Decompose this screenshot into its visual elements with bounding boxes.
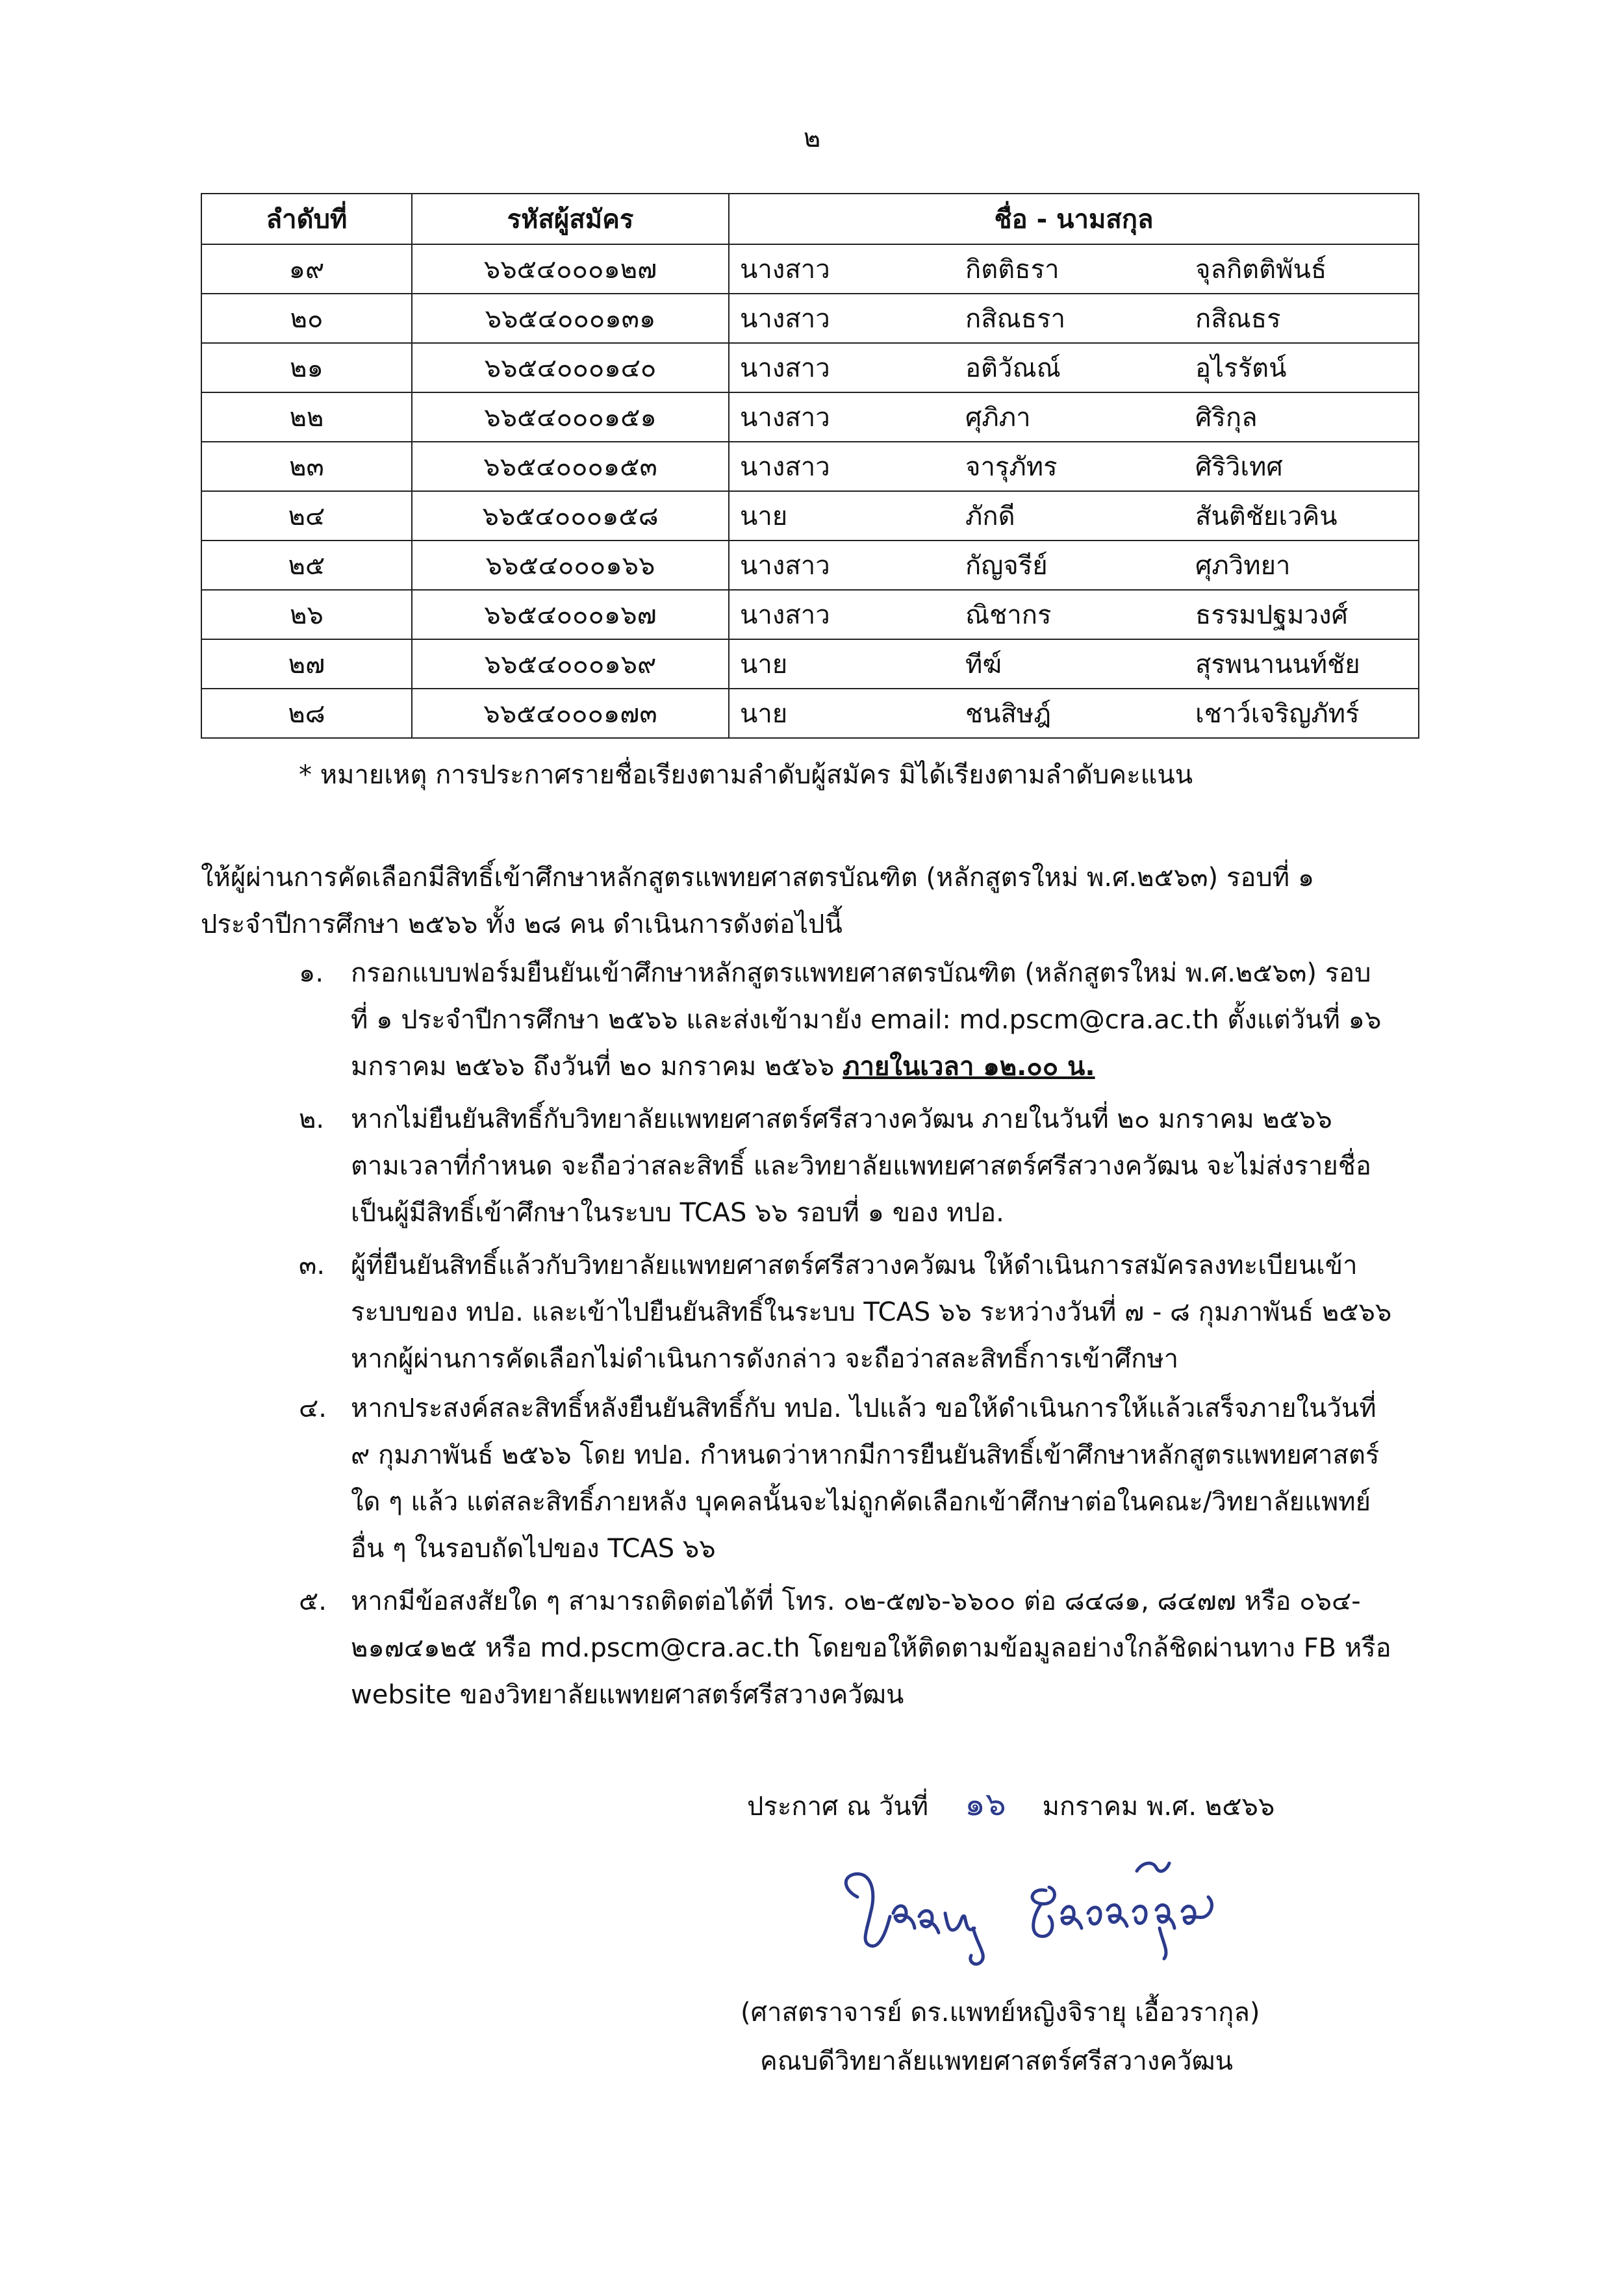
item-line: เป็นผู้มีสิทธิ์เข้าศึกษาในระบบ TCAS ๖๖ รอบที่ ๑ ของ ทปอ. <box>351 1198 1004 1228</box>
cell-first-name: กิตติธรา <box>959 244 1189 294</box>
page-number: ๒ <box>803 123 821 153</box>
cell-code: ๖๖๕๔๐๐๐๑๔๐ <box>412 343 729 392</box>
cell-order: ๒๔ <box>201 491 412 541</box>
cell-last-name: ธรรมปฐมวงศ์ <box>1189 590 1419 639</box>
announcement-day: ๑๖ <box>965 1785 1006 1823</box>
cell-order: ๒๒ <box>201 392 412 442</box>
cell-last-name: จุลกิตติพันธ์ <box>1189 244 1419 294</box>
cell-last-name: เชาว์เจริญภัทร์ <box>1189 689 1419 738</box>
item-line: ผู้ที่ยืนยันสิทธิ์แล้วกับวิทยาลัยแพทยศาสตร์ศรีสวางควัฒน ให้ดำเนินการสมัครลงทะเบียนเข้า <box>351 1251 1358 1280</box>
signer-position: คณบดีวิทยาลัยแพทยศาสตร์ศรีสวางควัฒน <box>760 2046 1234 2076</box>
cell-first-name: ทีฆ์ <box>959 639 1189 689</box>
header-code: รหัสผู้สมัคร <box>412 194 729 244</box>
cell-first-name: ชนสิษฎ์ <box>959 689 1189 738</box>
item-line: ที่ ๑ ประจำปีการศึกษา ๒๕๖๖ และส่งเข้ามายัง email: md.pscm@cra.ac.th ตั้งแต่วันที่ ๑๖ <box>351 1005 1382 1035</box>
cell-prefix: นางสาว <box>729 541 959 590</box>
cell-last-name: ศิริวิเทศ <box>1189 442 1419 491</box>
item-line: website ของวิทยาลัยแพทยศาสตร์ศรีสวางควัฒน <box>351 1680 904 1710</box>
table-row <box>201 392 1419 442</box>
signer-name: (ศาสตราจารย์ ดร.แพทย์หญิงจิรายุ เอื้อวรากุล) <box>741 1998 1260 2028</box>
table-row <box>201 639 1419 689</box>
cell-code: ๖๖๕๔๐๐๐๑๒๗ <box>412 244 729 294</box>
cell-code: ๖๖๕๔๐๐๐๑๕๘ <box>412 491 729 541</box>
cell-prefix: นางสาว <box>729 244 959 294</box>
cell-order: ๒๐ <box>201 294 412 343</box>
table-row <box>201 343 1419 392</box>
item-line: หากผู้ผ่านการคัดเลือกไม่ดำเนินการดังกล่าว จะถือว่าสละสิทธิ์การเข้าศึกษา <box>351 1344 1179 1374</box>
table-row <box>201 491 1419 541</box>
item-line: หากไม่ยืนยันสิทธิ์กับวิทยาลัยแพทยศาสตร์ศรีสวางควัฒน ภายในวันที่ ๒๐ มกราคม ๒๕๖๖ <box>351 1104 1332 1134</box>
cell-order: ๒๗ <box>201 639 412 689</box>
cell-code: ๖๖๕๔๐๐๐๑๖๗ <box>412 590 729 639</box>
applicant-table <box>201 193 1419 739</box>
item-number: ๕. <box>299 1586 327 1616</box>
cell-prefix: นางสาว <box>729 343 959 392</box>
cell-code: ๖๖๕๔๐๐๐๑๖๙ <box>412 639 729 689</box>
cell-last-name: สุรพนานนท์ชัย <box>1189 639 1419 689</box>
cell-first-name: อติวัณณ์ <box>959 343 1189 392</box>
cell-first-name: ภักดี <box>959 491 1189 541</box>
announcement-suffix: มกราคม พ.ศ. ๒๕๖๖ <box>1042 1792 1275 1822</box>
cell-prefix: นาย <box>729 689 959 738</box>
table-row <box>201 244 1419 294</box>
item-line: หากมีข้อสงสัยใด ๆ สามารถติดต่อได้ที่ โทร. ๐๒-๕๗๖-๖๖๐๐ ต่อ ๘๔๘๑, ๘๔๗๗ หรือ ๐๖๔- <box>351 1586 1361 1616</box>
item-line: ๙ กุมภาพันธ์ ๒๕๖๖ โดย ทปอ. กำหนดว่าหากมีการยืนยันสิทธิ์เข้าศึกษาหลักสูตรแพทยศาสตร์ <box>351 1440 1380 1470</box>
intro-line-1: ให้ผู้ผ่านการคัดเลือกมีสิทธิ์เข้าศึกษาหลักสูตรแพทยศาสตรบัณฑิต (หลักสูตรใหม่ พ.ศ.๒๕๖๓) รอบที่ ๑ <box>201 863 1315 893</box>
item-line: อื่น ๆ ในรอบถัดไปของ TCAS ๖๖ <box>351 1534 716 1564</box>
cell-prefix: นาย <box>729 639 959 689</box>
cell-code: ๖๖๕๔๐๐๐๑๗๓ <box>412 689 729 738</box>
cell-order: ๒๕ <box>201 541 412 590</box>
cell-order: ๒๓ <box>201 442 412 491</box>
item-line-text: มกราคม ๒๕๖๖ ถึงวันที่ ๒๐ มกราคม ๒๕๖๖ <box>351 1052 843 1082</box>
announcement-date <box>747 1779 1275 1830</box>
cell-code: ๖๖๕๔๐๐๐๑๖๖ <box>412 541 729 590</box>
header-order: ลำดับที่ <box>201 194 412 244</box>
cell-prefix: นางสาว <box>729 442 959 491</box>
announcement-prefix: ประกาศ ณ วันที่ <box>747 1792 929 1822</box>
table-note: * หมายเหตุ การประกาศรายชื่อเรียงตามลำดับผู้สมัคร มิได้เรียงตามลำดับคะแนน <box>299 760 1193 790</box>
cell-order: ๒๑ <box>201 343 412 392</box>
item-line: ระบบของ ทปอ. และเข้าไปยืนยันสิทธิ์ในระบบ TCAS ๖๖ ระหว่างวันที่ ๗ - ๘ กุมภาพันธ์ ๒๕๖๖ <box>351 1297 1392 1327</box>
table-row <box>201 541 1419 590</box>
item-number: ๒. <box>299 1104 325 1134</box>
item-line <box>351 1045 1095 1087</box>
item-line: ๒๑๗๔๑๒๕ หรือ md.pscm@cra.ac.th โดยขอให้ติดตามข้อมูลอย่างใกล้ชิดผ่านทาง FB หรือ <box>351 1633 1391 1663</box>
header-name: ชื่อ - นามสกุล <box>729 194 1419 244</box>
cell-first-name: กสิณธรา <box>959 294 1189 343</box>
item-number: ๑. <box>299 958 324 988</box>
cell-code: ๖๖๕๔๐๐๐๑๕๑ <box>412 392 729 442</box>
item-line: หากประสงค์สละสิทธิ์หลังยืนยันสิทธิ์กับ ทปอ. ไปแล้ว ขอให้ดำเนินการให้แล้วเสร็จภายในวันที่ <box>351 1393 1377 1423</box>
item-line: กรอกแบบฟอร์มยืนยันเข้าศึกษาหลักสูตรแพทยศาสตรบัณฑิต (หลักสูตรใหม่ พ.ศ.๒๕๖๓) รอบ <box>351 958 1371 988</box>
cell-first-name: จารุภัทร <box>959 442 1189 491</box>
cell-last-name: ศิริกุล <box>1189 392 1419 442</box>
cell-first-name: ณิชากร <box>959 590 1189 639</box>
cell-order: ๑๙ <box>201 244 412 294</box>
handwritten-signature <box>831 1851 1286 1975</box>
cell-last-name: ศุภวิทยา <box>1189 541 1419 590</box>
cell-prefix: นาย <box>729 491 959 541</box>
item-number: ๔. <box>299 1393 327 1423</box>
cell-order: ๒๘ <box>201 689 412 738</box>
table-header-row <box>201 194 1419 244</box>
deadline-text: ภายในเวลา ๑๒.๐๐ น. <box>843 1052 1095 1082</box>
cell-order: ๒๖ <box>201 590 412 639</box>
item-line: ใด ๆ แล้ว แต่สละสิทธิ์ภายหลัง บุคคลนั้นจะไม่ถูกคัดเลือกเข้าศึกษาต่อในคณะ/วิทยาลัยแพทย์ <box>351 1487 1371 1517</box>
item-number: ๓. <box>299 1251 325 1280</box>
table-row <box>201 294 1419 343</box>
cell-last-name: สันติชัยเวคิน <box>1189 491 1419 541</box>
item-line: ตามเวลาที่กำหนด จะถือว่าสละสิทธิ์ และวิทยาลัยแพทยศาสตร์ศรีสวางควัฒน จะไม่ส่งรายชื่อ <box>351 1151 1371 1181</box>
cell-prefix: นางสาว <box>729 392 959 442</box>
cell-first-name: กัญจรีย์ <box>959 541 1189 590</box>
cell-code: ๖๖๕๔๐๐๐๑๓๑ <box>412 294 729 343</box>
table-row <box>201 689 1419 738</box>
table-row <box>201 442 1419 491</box>
cell-prefix: นางสาว <box>729 590 959 639</box>
table-row <box>201 590 1419 639</box>
cell-last-name: อุไรรัตน์ <box>1189 343 1419 392</box>
cell-first-name: ศุภิภา <box>959 392 1189 442</box>
cell-code: ๖๖๕๔๐๐๐๑๕๓ <box>412 442 729 491</box>
cell-prefix: นางสาว <box>729 294 959 343</box>
intro-line-2: ประจำปีการศึกษา ๒๕๖๖ ทั้ง ๒๘ คน ดำเนินการดังต่อไปนี้ <box>201 910 843 939</box>
cell-last-name: กสิณธร <box>1189 294 1419 343</box>
